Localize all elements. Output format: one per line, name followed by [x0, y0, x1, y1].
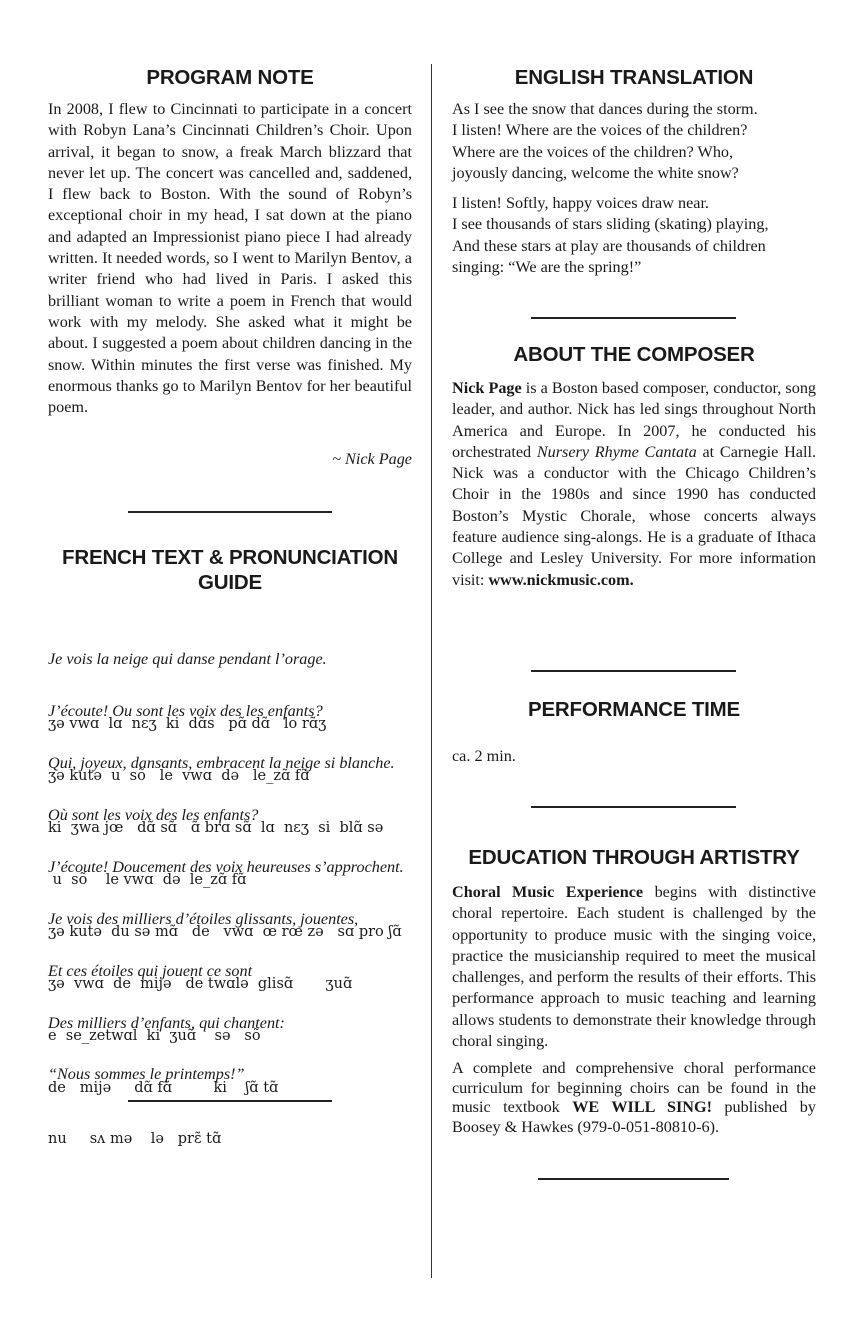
- ipa-text: ʒə vwɑ lɑ nɛʒ ki dɑ̃s pɑ̃ dɑ̃ lo rɑ̃ʒ: [48, 715, 327, 732]
- education-text: published by Boosey & Hawkes (979-0-051-80810-6).: [452, 1098, 816, 1136]
- french-text: J’écoute! Ou sont les voix des les enfants?: [48, 702, 323, 720]
- section-divider: [531, 806, 736, 808]
- english-stanza-1: [452, 99, 816, 184]
- stanza-line: And these stars at play are thousands of children: [452, 236, 766, 255]
- french-text: Je vois la neige qui danse pendant l’orage.: [48, 650, 327, 668]
- french-text: Des milliers d’enfants, qui chantent:: [48, 1014, 285, 1032]
- stanza-line: Where are the voices of the children? Who,: [452, 142, 734, 161]
- english-translation-heading: ENGLISH TRANSLATION: [514, 66, 754, 89]
- french-text: J’écoute! Doucement des voix heureuses s’approchent.: [48, 858, 404, 876]
- performance-time-value: ca. 2 min.: [452, 747, 516, 765]
- french-text: Qui, joyeux, dansants, embracent la neige si blanche.: [48, 754, 395, 772]
- ipa-text: ki ʒwa jœ dɑ̃ sɑ̃ ɑ̃ brɑ sɑ̃ lɑ nɛʒ si blɑ̃ sə: [48, 819, 384, 836]
- education-text: A complete and comprehensive choral performance curriculum for beginning choirs can be found in the music textbook: [452, 1059, 816, 1117]
- french-text: “Nous sommes le printemps!”: [48, 1065, 245, 1083]
- stanza-line: I see thousands of stars sliding (skating) playing,: [452, 215, 769, 234]
- ipa-text: e se_zetwɑl ki ʒuɑ̃ sə sõ: [48, 1027, 261, 1044]
- english-stanza-2: [452, 193, 816, 278]
- about-composer-body: [452, 378, 816, 591]
- french-text-heading: FRENCH TEXT & PRONUNCIATION GUIDE: [62, 546, 398, 594]
- composer-name: Nick Page: [452, 379, 522, 397]
- program-note-heading: PROGRAM NOTE: [146, 66, 314, 89]
- program-note-body: In 2008, I flew to Cincinnati to participate in a concert with Robyn Lana’s Cincinnati Children’s Choir. Upon arrival, it began to snow, a freak March blizzard that never let up. The concert was cancelled and, saddened, I flew back to Boston. With the sound of Robyn’s exceptional choir in my head, I sat down at the piano and adapted an Impressionist piano piece I had already written. It needed words, so I went to Marilyn Bentov, a writer friend who had lived in Paris. I asked this brilliant woman to write a poem in French that would work with my melody. She asked what it might be about. I suggested a poem about children dancing in the snow. Within minutes the first verse was finished. My enormous thanks go to Marilyn Bentov for her beautiful poem.: [48, 100, 412, 417]
- ipa-text: ʒə vwɑ de mijə de twɑlə glisɑ̃ ʒuɑ̃: [48, 975, 353, 992]
- about-text: is a Boston based composer, conductor, song leader, and author. Nick has led sings throughout North America and Europe. In 2007, he conducted his orchestrated: [452, 379, 817, 461]
- french-text: Je vois des milliers d’étoiles glissants, jouentes,: [48, 910, 359, 928]
- education-heading: EDUCATION THROUGH ARTISTRY: [468, 846, 800, 869]
- website-link[interactable]: www.nickmusic.com.: [488, 570, 634, 589]
- ipa-text: ʒə kutə u sõ le vwɑ də le_zɑ̃ fɑ̃: [48, 767, 310, 784]
- stanza-line: I listen! Softly, happy voices draw near.: [452, 194, 709, 212]
- section-divider: [531, 670, 736, 672]
- choral-music-experience: Choral Music Experience: [452, 883, 644, 901]
- stanza-line: I listen! Where are the voices of the children?: [452, 121, 748, 140]
- section-divider: [538, 1178, 729, 1180]
- education-body-2: [452, 1059, 816, 1137]
- about-text: at Carnegie Hall. Nick was a conductor with the Chicago Children’s Choir in the 1980s and since 1990 has conducted Boston’s Mystic Chorale, whose concerts always feature audience sing-alongs. He is a graduate of Ithaca College and Lesley University. For more information visit:: [452, 442, 816, 589]
- section-divider: [128, 1100, 332, 1102]
- stanza-line: As I see the snow that dances during the storm.: [452, 100, 758, 118]
- performance-time-heading: PERFORMANCE TIME: [527, 698, 741, 721]
- education-text: begins with distinctive choral repertoire. Each student is challenged by the opportunity to produce music with the singing voice, practice the musicianship required to meet the musical challenges, and perform the results of their efforts. This performance approach to music teaching and learning allows students to demonstrate their knowledge through choral singing.: [452, 883, 816, 1051]
- ipa-text: de mijə dɑ̃ fɑ̃ ki ʃɑ̃ tɑ̃: [48, 1079, 279, 1096]
- section-divider: [531, 317, 736, 319]
- education-body-1: [452, 882, 816, 1052]
- section-divider: [128, 511, 332, 513]
- french-text: Et ces étoiles qui jouent ce sont: [48, 962, 253, 980]
- book-title: WE WILL SING!: [572, 1098, 712, 1117]
- ipa-text: ʒə kutə du sə mɑ̃ de vwɑ œ rœ zə sɑ pro ʃɑ̃: [48, 923, 402, 940]
- ipa-text: u sõ le vwɑ də le_zɑ̃ fɑ̃: [48, 871, 247, 888]
- work-title: Nursery Rhyme Cantata: [536, 442, 697, 461]
- ipa-text: nu sʌ mə lə prɛ̃ tɑ̃: [48, 1130, 222, 1147]
- stanza-line: joyously dancing, welcome the white snow?: [452, 163, 739, 182]
- about-composer-heading: ABOUT THE COMPOSER: [513, 343, 755, 366]
- french-text: Où sont les voix des les enfants?: [48, 806, 259, 824]
- program-note-signature: ~ Nick Page: [332, 450, 412, 468]
- column-divider: [431, 64, 432, 1278]
- french-line-9: [48, 1021, 412, 1193]
- stanza-line: singing: “We are the spring!”: [452, 257, 642, 276]
